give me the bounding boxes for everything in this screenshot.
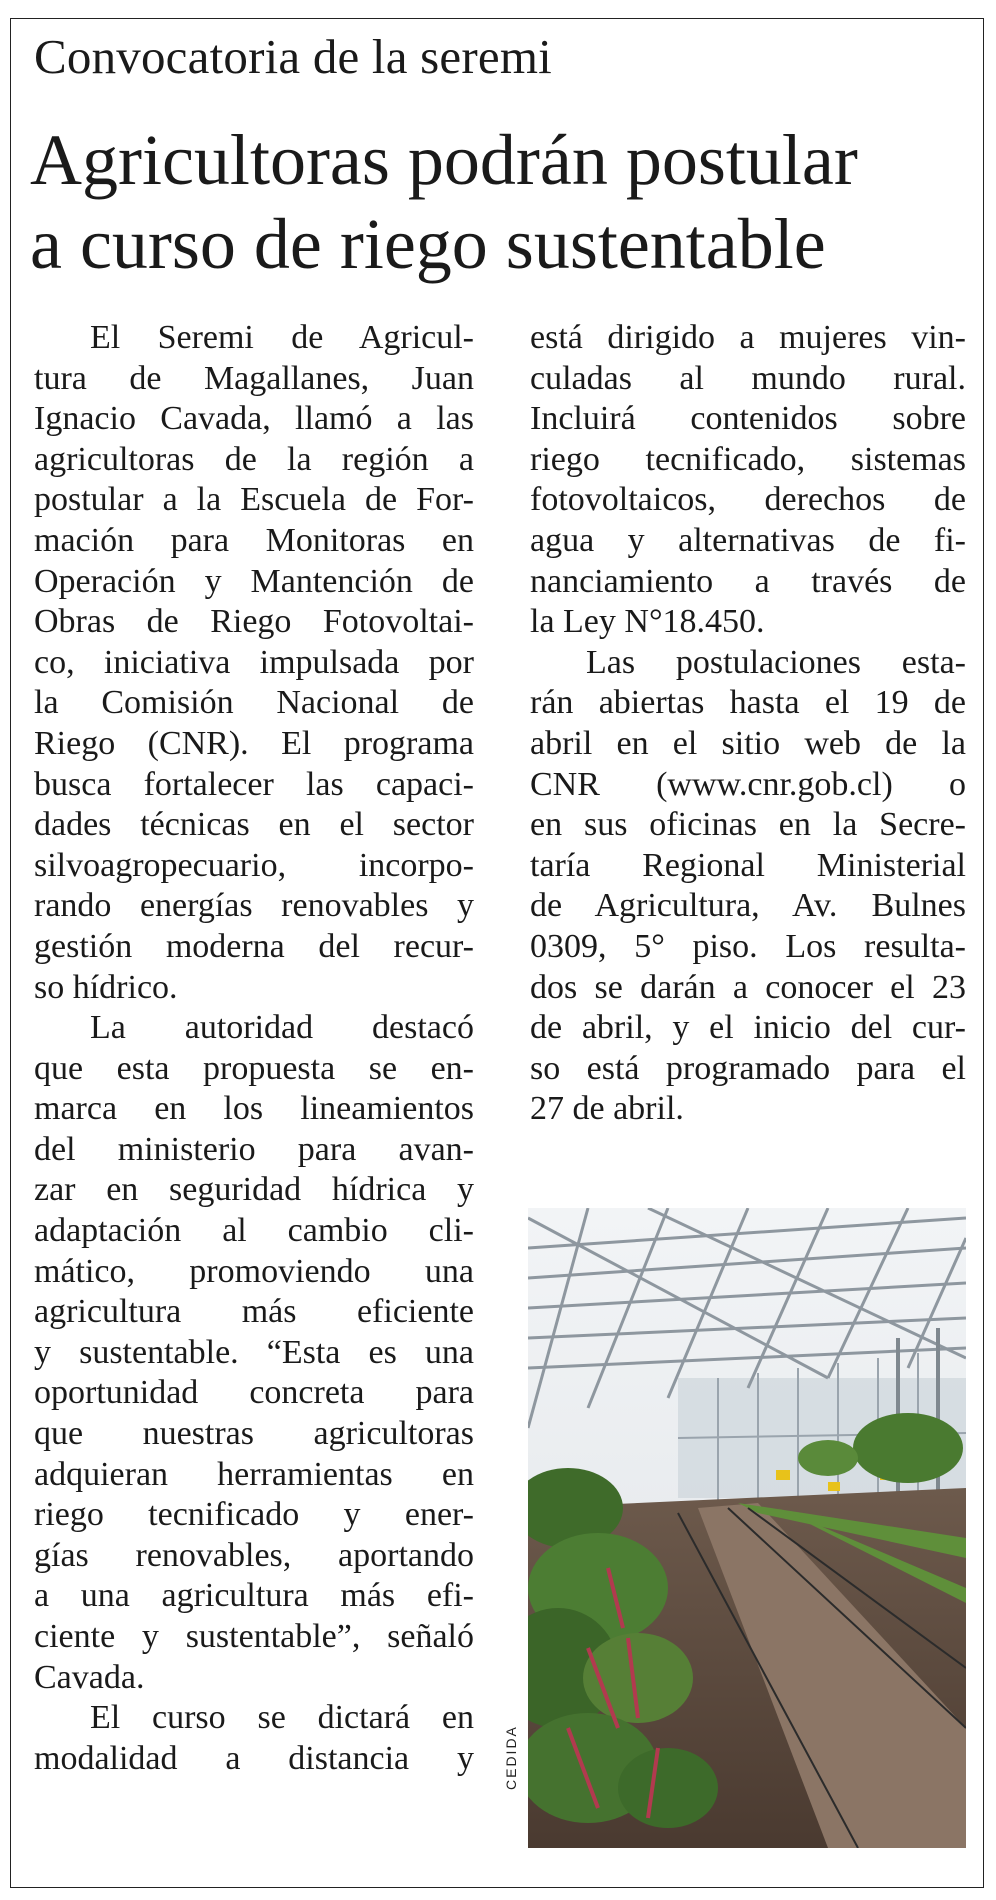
body-line: riego tecnificado, sistemas — [530, 440, 966, 478]
body-line: rando energías renovables y — [34, 887, 474, 925]
body-line: la Comisión Nacional de — [34, 684, 474, 722]
body-line: a una agricultura más efi- — [34, 1577, 474, 1615]
photo-credit: CEDIDA — [503, 1725, 519, 1790]
body-line: que esta propuesta se en- — [34, 1049, 474, 1087]
article-headline — [30, 118, 960, 286]
headline-line: Agricultoras podrán postular — [30, 120, 858, 200]
body-line: agua y alternativas de fi- — [530, 521, 966, 559]
body-line: fotovoltaicos, derechos de — [530, 481, 966, 519]
body-line: de Agricultura, Av. Bulnes — [530, 887, 966, 925]
article-kicker: Convocatoria de la seremi — [34, 29, 552, 84]
body-line: mación para Monitoras en — [34, 521, 474, 559]
body-line: ciente y sustentable”, señaló — [34, 1618, 474, 1655]
body-line: El Seremi de Agricul- — [90, 319, 474, 356]
body-line: rán abiertas hasta el 19 de — [530, 684, 966, 722]
body-line: gías renovables, aportando — [34, 1536, 474, 1574]
body-line: oportunidad concreta para — [34, 1374, 474, 1412]
greenhouse-illustration — [528, 1208, 966, 1848]
body-line: que nuestras agricultoras — [34, 1415, 474, 1453]
body-line: Ignacio Cavada, llamó a las — [34, 400, 474, 438]
body-line: la Ley N°18.450. — [530, 603, 765, 641]
body-column-right — [530, 318, 966, 1130]
body-line: abril en el sitio web de la — [530, 724, 966, 762]
body-line: del ministerio para avan- — [34, 1130, 474, 1168]
body-line: 27 de abril. — [530, 1090, 684, 1128]
body-line: tura de Magallanes, Juan — [34, 359, 474, 397]
body-line: adquieran herramientas en — [34, 1455, 474, 1493]
body-line: zar en seguridad hídrica y — [34, 1171, 474, 1209]
body-line: culadas al mundo rural. — [530, 359, 966, 397]
body-line: dades técnicas en el sector — [34, 806, 474, 844]
headline-line: a curso de riego sustentable — [30, 204, 826, 284]
body-line: 0309, 5° piso. Los resulta- — [530, 927, 966, 965]
body-line: Obras de Riego Fotovoltai- — [34, 603, 474, 641]
body-line: taría Regional Ministerial — [530, 846, 966, 884]
body-line: busca fortalecer las capaci- — [34, 765, 474, 803]
body-line: postular a la Escuela de For- — [34, 481, 474, 519]
body-line: riego tecnificado y ener- — [34, 1496, 474, 1534]
body-line: gestión moderna del recur- — [34, 927, 474, 965]
body-line: en sus oficinas en la Secre- — [530, 806, 966, 844]
greenhouse-photo — [528, 1208, 966, 1848]
body-line: La autoridad destacó — [90, 1009, 474, 1047]
body-column-left — [34, 318, 474, 1779]
body-line: co, iniciativa impulsada por — [34, 643, 474, 681]
body-line: está dirigido a mujeres vin- — [530, 319, 966, 356]
body-line: dos se darán a conocer el 23 — [530, 968, 966, 1006]
body-line: Operación y Mantención de — [34, 562, 474, 600]
body-line: CNR (www.cnr.gob.cl) o — [530, 765, 966, 803]
body-line: Riego (CNR). El programa — [34, 724, 474, 762]
body-line: so está programado para el — [530, 1049, 966, 1087]
body-line: Cavada. — [34, 1658, 145, 1696]
body-line: modalidad a distancia y — [34, 1739, 474, 1777]
body-line: nanciamiento a través de — [530, 562, 966, 600]
body-line: marca en los lineamientos — [34, 1090, 474, 1128]
body-line: silvoagropecuario, incorpo- — [34, 846, 474, 884]
body-line: El curso se dictará en — [90, 1699, 474, 1737]
body-line: de abril, y el inicio del cur- — [530, 1009, 966, 1047]
body-line: Incluirá contenidos sobre — [530, 400, 966, 438]
body-line: y sustentable. “Esta es una — [34, 1333, 474, 1371]
body-line: agricultoras de la región a — [34, 440, 474, 478]
body-line: adaptación al cambio cli- — [34, 1212, 474, 1250]
body-line: agricultura más eficiente — [34, 1293, 474, 1331]
body-line: Las postulaciones esta- — [586, 643, 966, 681]
body-line: mático, promoviendo una — [34, 1252, 474, 1290]
body-line: so hídrico. — [34, 968, 178, 1006]
